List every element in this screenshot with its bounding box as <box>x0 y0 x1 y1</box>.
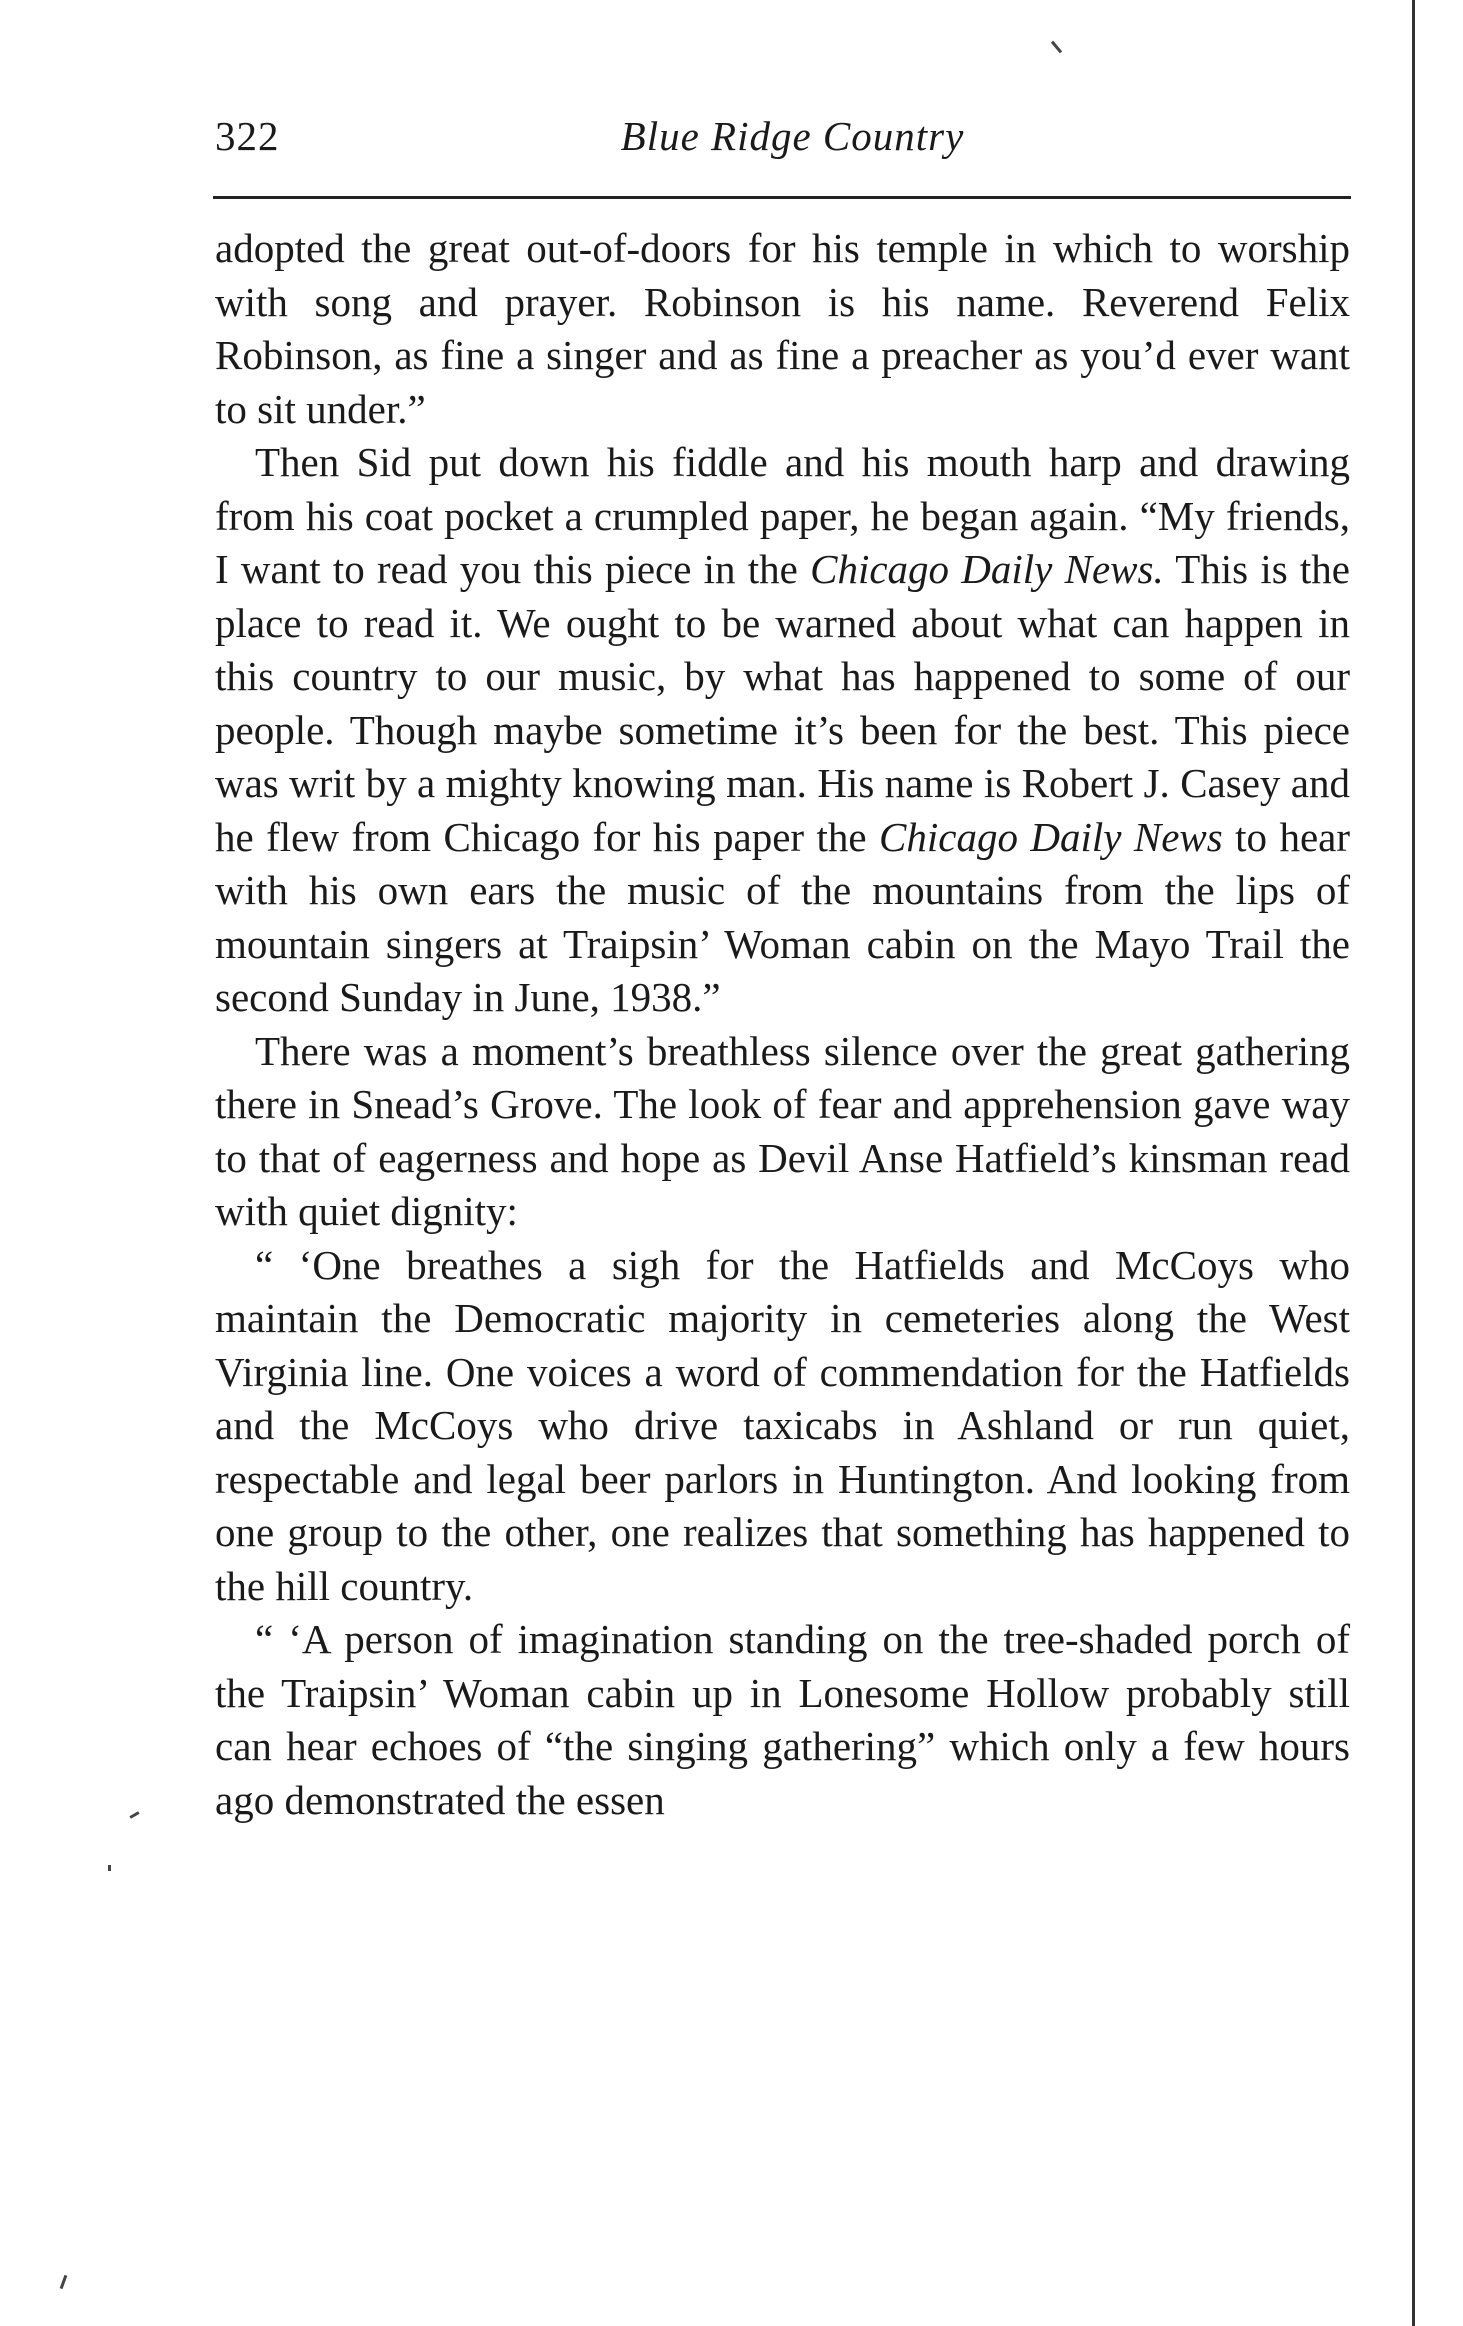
paragraph-2-text-c: to hear with his own ears the music of the mountains from the lips of mountain singers at Traipsin’ Woman cabin on the Mayo Trail the second Sunday in June, 1938.” <box>215 813 1351 1020</box>
scan-mark <box>1051 41 1062 54</box>
newspaper-title-2: Chicago Daily News <box>879 813 1223 860</box>
scan-mark <box>60 2275 68 2289</box>
running-title: Blue Ridge Country <box>620 113 965 159</box>
header-rule <box>213 196 1351 199</box>
paragraph-5: “ ‘A person of imagination standing on the tree-shaded porch of the Traipsin’ Woman cabin up in Lonesome Hollow probably still can hear echoes of “the singing gathering” which only a few hours ago demonstrated the essen <box>215 1616 1350 1823</box>
scan-mark <box>129 1811 139 1819</box>
running-head <box>215 112 1350 172</box>
newspaper-title-1: Chicago Daily News. <box>810 546 1164 592</box>
body-text <box>215 222 1350 1827</box>
scan-mark <box>108 1865 111 1871</box>
paragraph-2 <box>215 436 1350 1025</box>
paragraph-2-text-b: This is the place to read it. We ought to be warned about what can happen in this country to our music, by what has happened to some of our people. Though maybe sometime it’s been for the best. This piece was writ by a mighty knowing man. His name is Robert J. Casey and he flew from Chicago for his paper the <box>215 546 1350 860</box>
paragraph-4: “ ‘One breathes a sigh for the Hatfields and McCoys who maintain the Democratic majority in cemeteries along the West Virginia line. One voices a word of commendation for the Hatfields and the McCoys who drive taxicabs in Ashland or run quiet, respectable and legal beer parlors in Huntington. And looking from one group to the other, one realizes that something has happened to the hill country. <box>215 1241 1350 1609</box>
page-edge-line <box>1412 0 1415 2326</box>
paragraph-2-text-a: Then Sid put down his fiddle and his mouth harp and drawing from his coat pocket a crumpled paper, he began again. “My friends, I want to read you this piece in the <box>215 439 1350 592</box>
paragraph-3: There was a moment’s breathless silence over the great gathering there in Snead’s Grove. The look of fear and apprehension gave way to that of eagerness and hope as Devil Anse Hatfield’s kinsman read with quiet dignity: <box>215 1027 1350 1234</box>
page-number: 322 <box>215 113 280 159</box>
paragraph-1: adopted the great out-of-doors for his temple in which to worship with song and prayer. Robinson is his name. Reverend Felix Robinson, as fine a singer and as fine a preacher as you’d ever want to sit under.” <box>215 225 1350 432</box>
